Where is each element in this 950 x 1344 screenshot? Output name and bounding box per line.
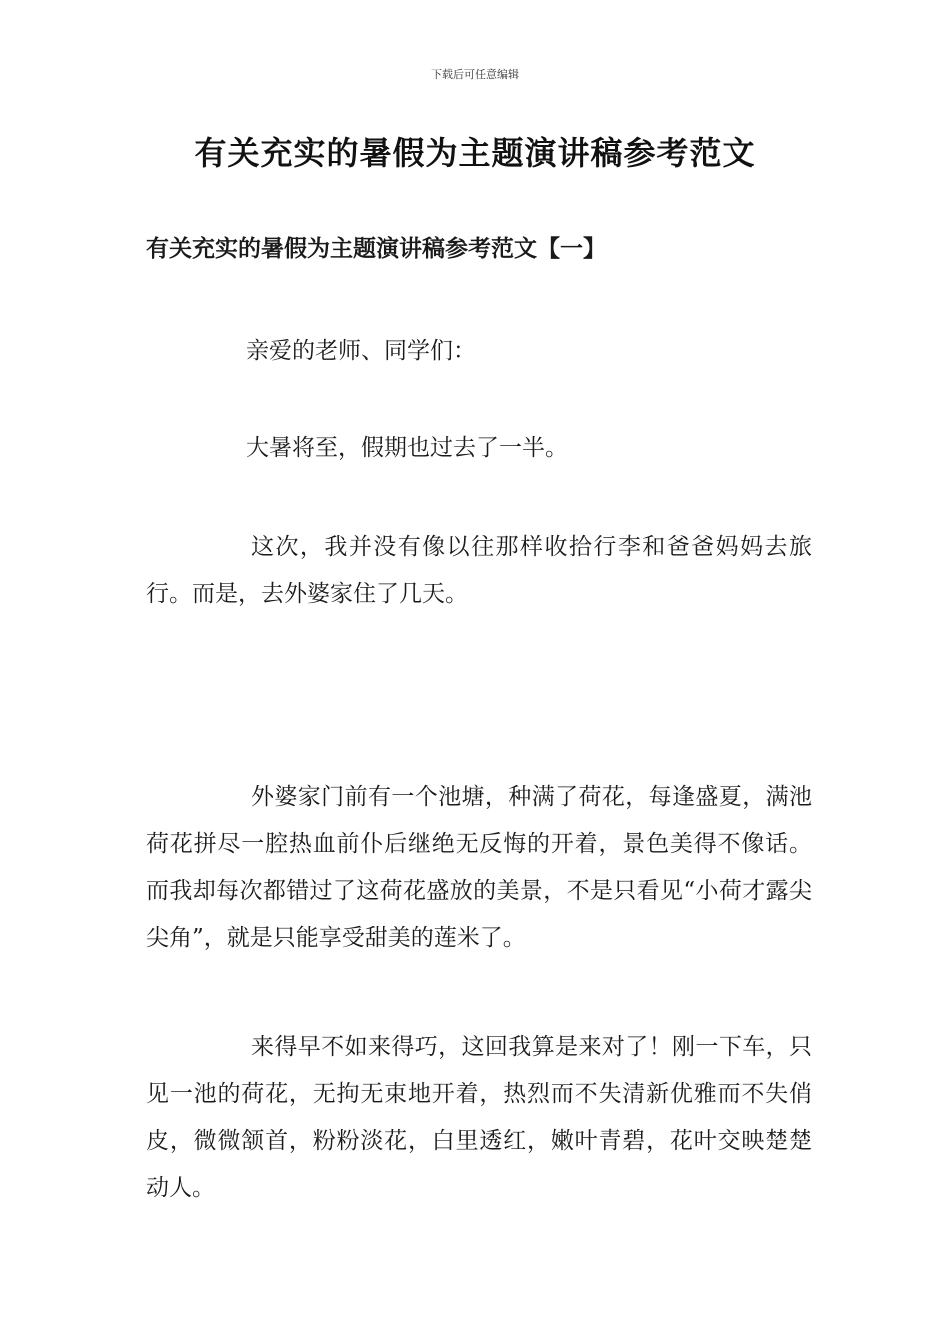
paragraph-lotus-pond: 外婆家门前有一个池塘，种满了荷花，每逢盛夏，满池荷花拼尽一腔热血前仆后继绝无反悔的开着，景色美得不像话。而我却每次都错过了这荷花盛放的美景，不是只看见“小荷才露尖尖角”，就是只能享受甜美的莲米了。 <box>146 784 812 951</box>
section-heading: 有关充实的暑假为主题演讲稿参考范文【一】 <box>146 235 606 262</box>
document-title: 有关充实的暑假为主题演讲稿参考范文 <box>194 134 756 172</box>
paragraph-greeting: 亲爱的老师、同学们： <box>246 338 476 364</box>
paragraph-lotus-bloom: 来得早不如来得巧，这回我算是来对了！刚一下车，只见一池的荷花，无拘无束地开着，热烈而不失清新优雅而不失俏皮，微微颔首，粉粉淡花，白里透红，嫩叶青碧，花叶交映楚楚动人。 <box>146 1034 812 1201</box>
paragraph-trip: 这次，我并没有像以往那样收拾行李和爸爸妈妈去旅行。而是，去外婆家住了几天。 <box>146 534 812 607</box>
header-note: 下载后可任意编辑 <box>431 68 519 81</box>
paragraph-summer-heat: 大暑将至，假期也过去了一半。 <box>246 435 568 461</box>
